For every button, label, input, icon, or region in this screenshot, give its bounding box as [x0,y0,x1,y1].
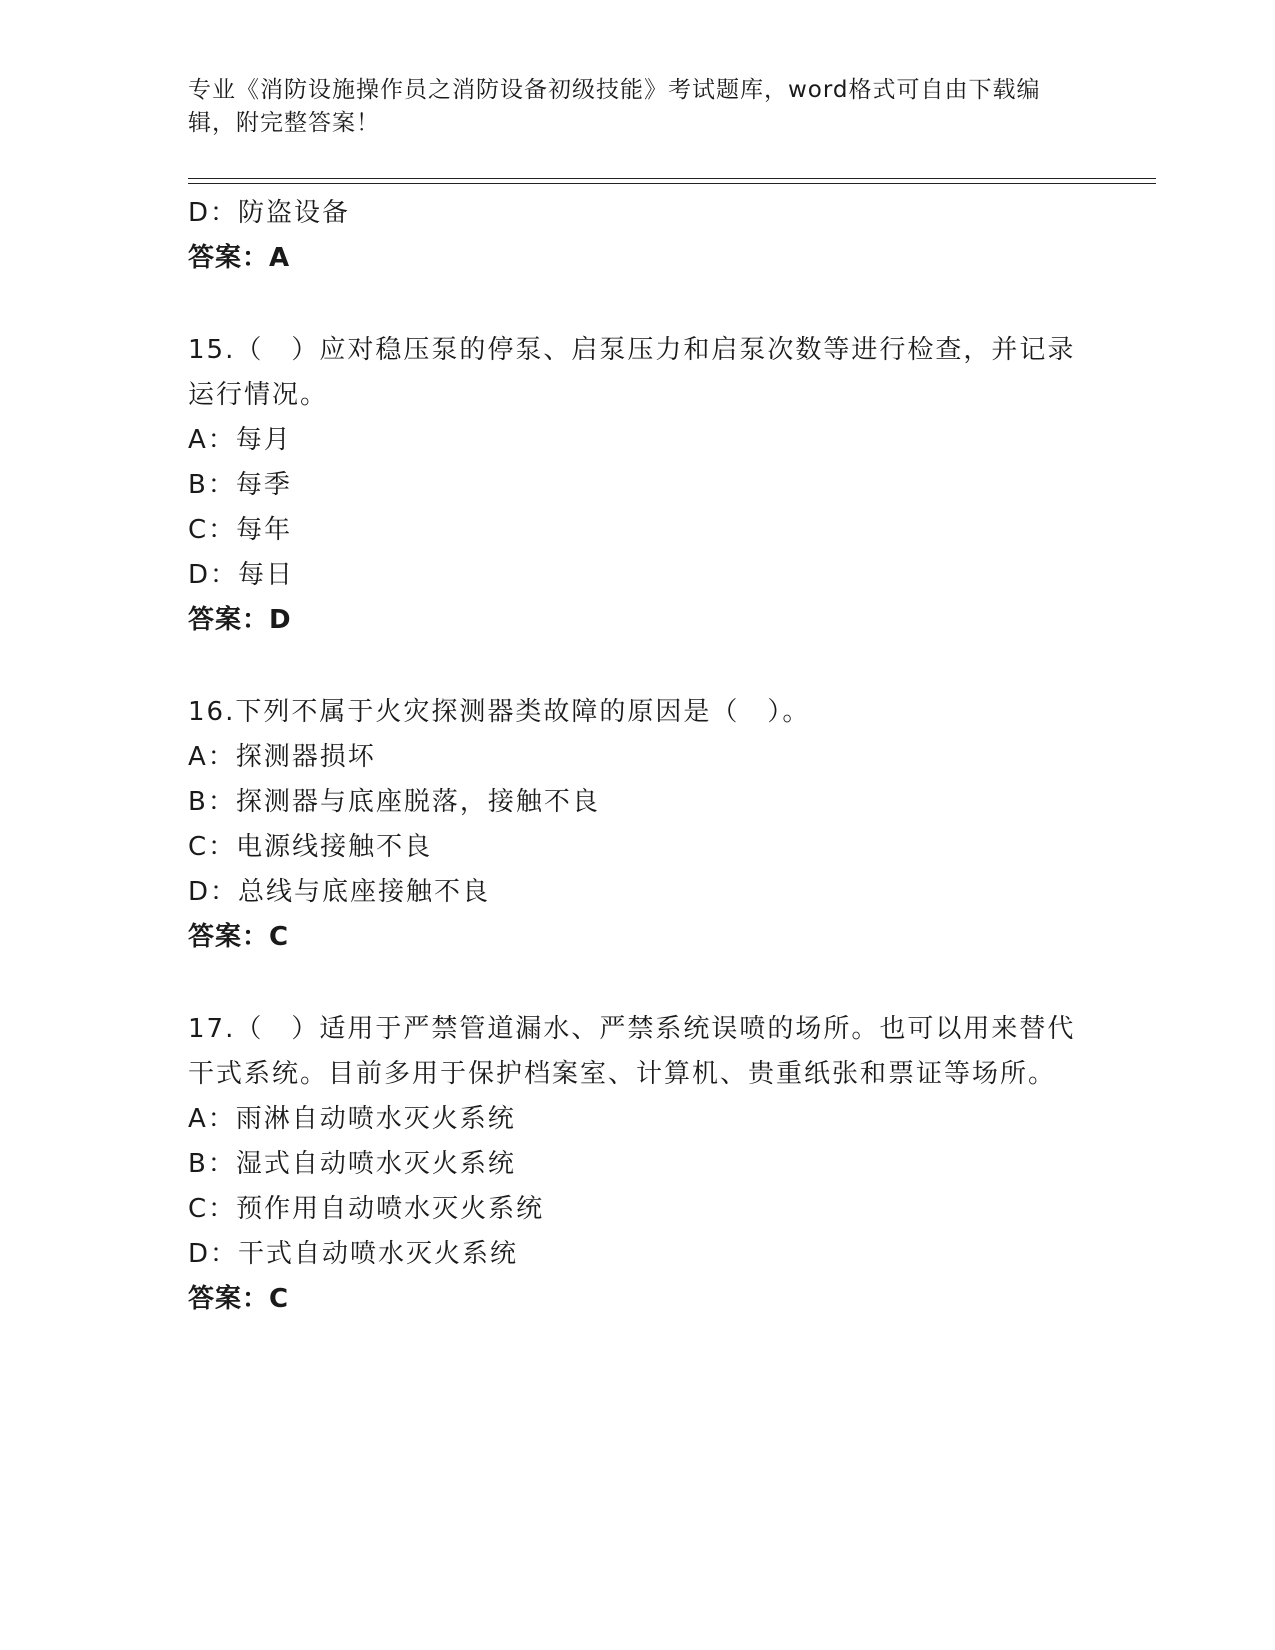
spacer [188,281,1088,328]
question-17 [188,1007,1088,1322]
option-a: A：探测器损坏 [188,742,376,772]
option-c: C：预作用自动喷水灭火系统 [188,1194,545,1224]
option-a: A：每月 [188,425,292,455]
option-b: B：探测器与底座脱落，接触不良 [188,787,600,817]
option-b: B：每季 [188,470,292,500]
spacer [188,643,1088,690]
question-15 [188,328,1088,643]
option-b: B：湿式自动喷水灭火系统 [188,1149,516,1179]
option-c: C：电源线接触不良 [188,832,433,862]
header-rule-bottom [188,183,1156,184]
question-16 [188,690,1088,960]
document-header: 专业《消防设施操作员之消防设备初级技能》考试题库，word格式可自由下载编辑，附完整答案！ [188,77,1041,136]
answer: 答案：C [188,1284,290,1314]
option-d: D：总线与底座接触不良 [188,877,491,907]
answer: 答案：C [188,922,290,952]
question-stem: 17.（ ）适用于严禁管道漏水、严禁系统误喷的场所。也可以用来替代干式系统。目前多用于保护档案室、计算机、贵重纸张和票证等场所。 [188,1014,1076,1089]
question-content [188,191,1088,1322]
option-a: A：雨淋自动喷水灭火系统 [188,1104,516,1134]
option-d: D：干式自动喷水灭火系统 [188,1239,519,1269]
header-rule-top [188,178,1156,179]
answer: 答案：D [188,605,292,635]
prev-answer: 答案：A [188,243,291,273]
prev-option-d: D：防盗设备 [188,198,351,228]
question-stem: 15.（ ）应对稳压泵的停泵、启泵压力和启泵次数等进行检查，并记录运行情况。 [188,335,1076,410]
option-c: C：每年 [188,515,293,545]
question-stem: 16.下列不属于火灾探测器类故障的原因是（ ）。 [188,697,811,727]
option-d: D：每日 [188,560,295,590]
spacer [188,960,1088,1007]
